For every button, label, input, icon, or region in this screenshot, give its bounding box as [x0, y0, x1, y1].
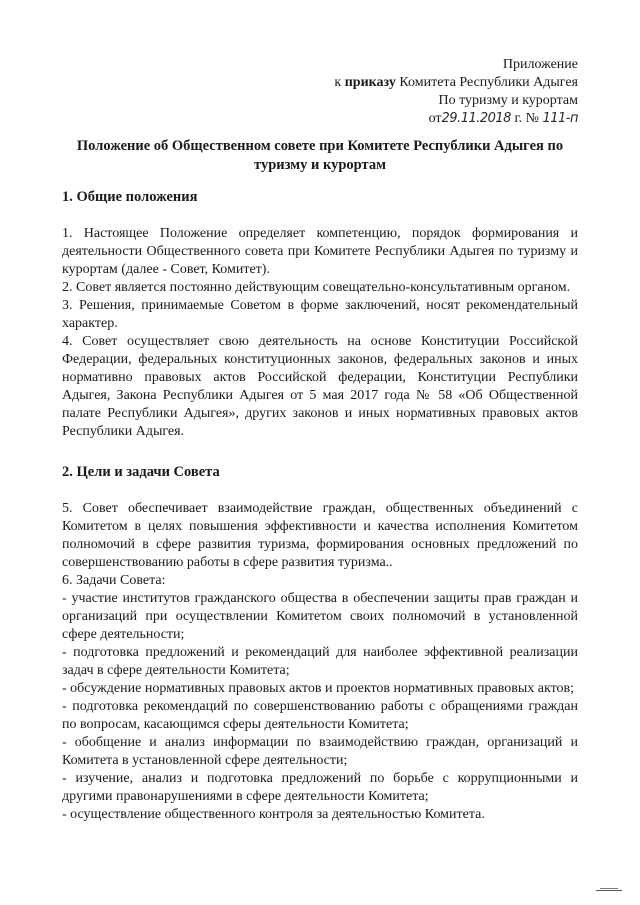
paragraph: 5. Совет обеспечивает взаимодействие граждан, общественных объединений с Комитетом в целях повышения эффективности и качества исполнения Комитетом полномочий в сфере развития туризма, формирования основных предложений по совершенствованию работы в сфере развития туризма.. — [62, 501, 578, 570]
section-goals-body — [62, 500, 578, 824]
handwritten-date: 29.11.2018 — [441, 111, 511, 126]
list-item: - обсуждение нормативных правовых актов и проектов нормативных правовых актов; — [62, 681, 575, 696]
appendix-block — [334, 56, 578, 128]
appendix-order-committee: Комитета Республики Адыгея — [395, 75, 578, 90]
paragraph: 1. Настоящее Положение определяет компетенцию, порядок формирования и деятельности Общественного совета при Комитете Республики Адыгея по туризму и курортам (далее - Совет, Комитет). — [62, 226, 578, 277]
list-item: - подготовка предложений и рекомендаций для наиболее эффективной реализации задач в сфере деятельности Комитета; — [62, 645, 578, 678]
scan-corner-mark — [596, 890, 622, 891]
paragraph: 6. Задачи Совета: — [62, 573, 166, 588]
list-item: - осуществление общественного контроля за деятельностью Комитета. — [62, 807, 485, 822]
appendix-order-word: приказу — [344, 75, 396, 90]
paragraph: 3. Решения, принимаемые Советом в форме заключений, носят рекомендательный характер. — [62, 298, 578, 331]
appendix-label: Приложение — [502, 57, 578, 72]
appendix-committee-line: По туризму и курортам — [438, 93, 578, 108]
handwritten-number: 111-п — [542, 111, 578, 126]
paragraph: 4. Совет осуществляет свою деятельность на основе Конституции Российской Федерации, федеральных конституционных законов, федеральных законов и иных нормативно правовых актов Российской федерации, Конституции Республики Адыгея, Закона Республики Адыгея от 5 мая 2017 года № 58 «Об Общественной палате Республики Адыгея», других законов и иных нормативных правовых актов Республики Адыгея. — [62, 334, 578, 439]
appendix-date-prefix: от — [428, 111, 442, 126]
paragraph: 2. Совет является постоянно действующим совещательно-консультативным органом. — [62, 280, 571, 295]
section-heading-goals: 2. Цели и задачи Совета — [62, 464, 220, 480]
list-item: - изучение, анализ и подготовка предложений по борьбе с коррупционными и другими правонарушениями в сфере деятельности Комитета; — [62, 771, 578, 804]
appendix-order-line — [334, 74, 578, 92]
document-title: Положение об Общественном совете при Комитете Республики Адыгея по туризму и курортам — [76, 138, 564, 173]
list-item: - обобщение и анализ информации по взаимодействию граждан, организаций и Комитета в установленной сфере деятельности; — [62, 735, 578, 768]
appendix-order-prefix: к — [334, 75, 345, 90]
section-heading-general: 1. Общие положения — [62, 189, 198, 205]
appendix-date-line — [334, 110, 578, 128]
list-item: - участие институтов гражданского общества в обеспечении защиты прав граждан и организаций при осуществлении Комитетом своих полномочий в установленной сфере деятельности; — [62, 591, 578, 642]
list-item: - подготовка рекомендаций по совершенствованию работы с обращениями граждан по вопросам, касающимся сферы деятельности Комитета; — [62, 699, 578, 732]
section-general-body — [62, 225, 578, 441]
appendix-number-label: г. № — [510, 111, 543, 126]
